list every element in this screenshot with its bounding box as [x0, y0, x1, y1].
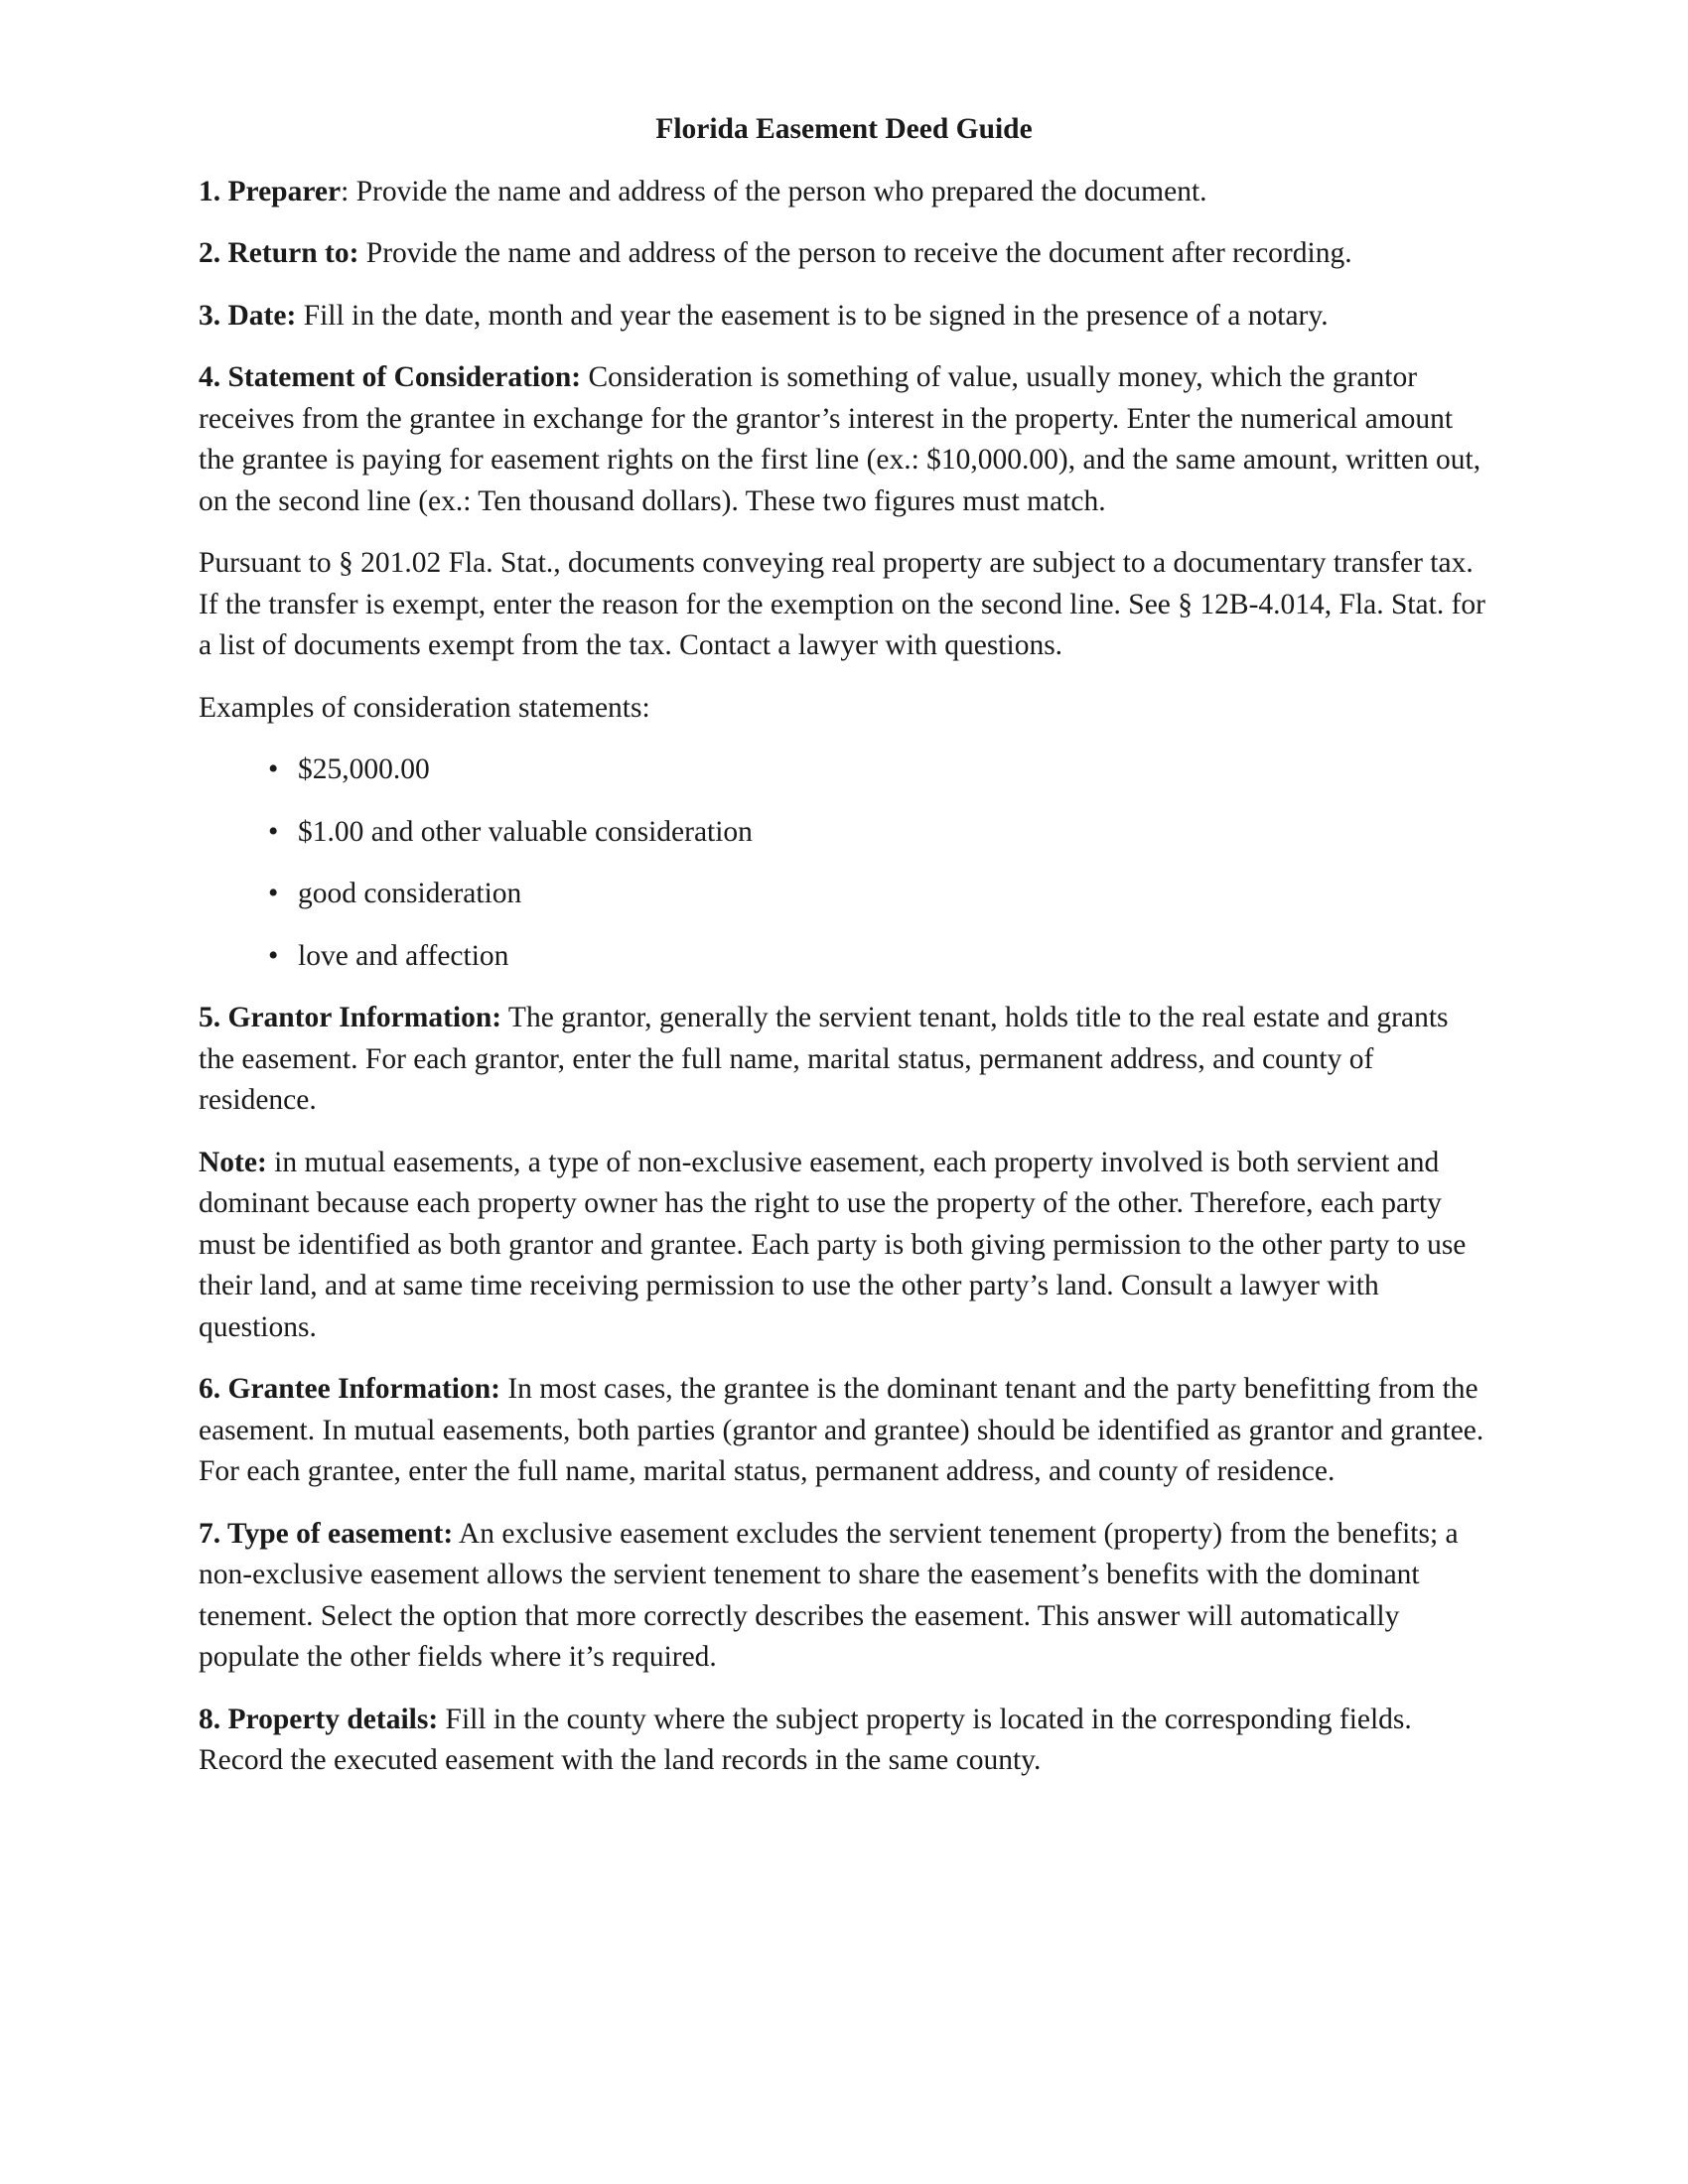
section-easement-type: [199, 1514, 1489, 1679]
section-return-to-text: Provide the name and address of the person to receive the document after recording.: [358, 237, 1352, 269]
list-item: [268, 936, 1489, 978]
section-grantee-text: In most cases, the grantee is the dominant tenant and the party benefitting from the easement. In mutual easements, both parties (grantor and grantee) should be identified as grantor and grantee. For each grantee, enter the full name, marital status, permanent address, and county of residence.: [199, 1373, 1484, 1487]
section-consideration: [199, 357, 1489, 522]
section-grantor-label: 5. Grantor Information:: [199, 1002, 502, 1033]
section-grantee-label: 6. Grantee Information:: [199, 1373, 500, 1405]
section-property-label: 8. Property details:: [199, 1703, 439, 1735]
section-preparer-text: : Provide the name and address of the person who prepared the document.: [341, 175, 1207, 207]
section-grantor-text: The grantor, generally the servient tenant, holds title to the real estate and grants the easement. For each grantor, enter the full name, marital status, permanent address, and county of residence.: [199, 1002, 1449, 1116]
list-item: [268, 750, 1489, 791]
section-note: [199, 1143, 1489, 1349]
section-date-text: Fill in the date, month and year the easement is to be signed in the presence of a notary.: [296, 299, 1329, 332]
section-consideration-label: 4. Statement of Consideration:: [199, 361, 582, 393]
page-title: Florida Easement Deed Guide: [655, 113, 1033, 145]
bullet-icon: •: [268, 878, 279, 909]
section-date-label: 3. Date:: [199, 299, 297, 332]
section-note-label: Note:: [199, 1146, 267, 1178]
section-return-to-label: 2. Return to:: [199, 237, 359, 269]
bullet-icon: •: [268, 815, 279, 848]
list-item-text: $1.00 and other valuable consideration: [298, 815, 753, 848]
section-grantee: [199, 1369, 1489, 1493]
examples-list: [199, 750, 1489, 977]
document-page: [199, 109, 1489, 1803]
section-easement-type-label: 7. Type of easement:: [199, 1517, 454, 1550]
examples-intro: Examples of consideration statements:: [199, 691, 650, 724]
section-consideration-text: Consideration is something of value, usually money, which the grantor receives from the grantee in exchange for the grantor’s interest in the property. Enter the numerical amount the grantee is paying for easement rights on the first line (ex.: $10,000.00), and the same amount, written out, on the second line (ex.: Ten thousand dollars). These two figures must match.: [199, 361, 1481, 517]
section-preparer-label: 1. Preparer: [199, 175, 342, 207]
list-item-text: $25,000.00: [298, 753, 430, 785]
section-property-text: Fill in the county where the subject property is located in the corresponding fields. Record the executed easement with the land records in the same county.: [199, 1703, 1412, 1776]
section-note-text: in mutual easements, a type of non-exclusive easement, each property involved is both servient and dominant because each property owner has the right to use the property of the other. Therefore, each party must be identified as both grantor and grantee. Each party is both giving permission to the other party to use their land, and at same time receiving permission to use the other party’s land. Consult a lawyer with questions.: [199, 1146, 1467, 1343]
section-return-to: [199, 233, 1489, 275]
list-item-text: good consideration: [298, 878, 522, 909]
section-transfer-tax: Pursuant to § 201.02 Fla. Stat., documents conveying real property are subject to a documentary transfer tax. If the transfer is exempt, enter the reason for the exemption on the second line. See § 12B-4.014, Fla. Stat. for a list of documents exempt from the tax. Contact a lawyer with questions.: [199, 547, 1485, 661]
section-easement-type-text: An exclusive easement excludes the servient tenement (property) from the benefits; a non-exclusive easement allows the servient tenement to share the easement’s benefits with the dominant tenement. Select the option that more correctly describes the easement. This answer will automatically populate the other fields where it’s required.: [199, 1517, 1459, 1673]
section-date: [199, 296, 1489, 338]
section-preparer: [199, 172, 1489, 213]
bullet-icon: •: [268, 939, 279, 972]
bullet-icon: •: [268, 753, 279, 785]
list-item: [268, 874, 1489, 915]
list-item: [268, 812, 1489, 854]
section-grantor: [199, 998, 1489, 1122]
list-item-text: love and affection: [298, 939, 509, 972]
section-property: [199, 1700, 1489, 1782]
